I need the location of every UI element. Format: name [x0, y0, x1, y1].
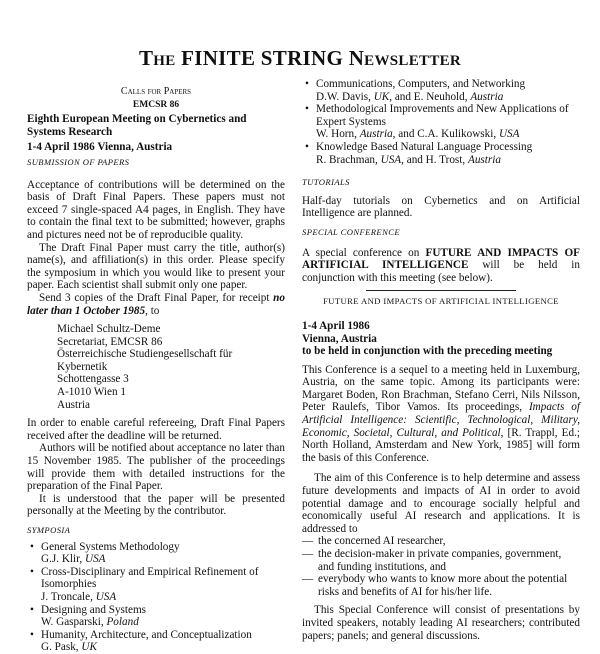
submission-para-5: Authors will be notified about acceptance no later than 15 November 1985. The publisher of the proceedings will provide them with detailed instructions for the preparation of the Final Paper.: [27, 442, 285, 493]
list-item: — everybody who wants to know more about the potential risks and benefits of AI for his/her life.: [302, 573, 580, 598]
list-item: • Methodological Improvements and New Applications of Expert Systems W. Horn, Austria, and C.A. Kulikowski, USA: [302, 103, 580, 141]
special-conference-heading: SPECIAL CONFERENCE: [302, 226, 400, 237]
submission-para-2: The Draft Final Paper must carry the title, author(s) name(s), and affiliation(s) in this order. Please specify the symposium in which you would like to present your paper. Each scientist shall submit only one paper.: [27, 241, 285, 292]
future-impacts-heading: FUTURE AND IMPACTS OF ARTIFICIAL INTELLIGENCE: [323, 296, 559, 307]
right-column: [302, 78, 580, 642]
list-item: — the decision-maker in private companies, government, and funding institutions, and: [302, 548, 580, 573]
symposia-heading: SYMPOSIA: [27, 525, 71, 535]
list-item: • Knowledge Based Natural Language Processing R. Brachman, USA, and H. Trost, Austria: [302, 141, 580, 166]
submission-para-6: It is understood that the paper will be presented personally at the Meeting by the contributor.: [27, 492, 285, 518]
audience-list: [302, 535, 580, 598]
list-item: • Cross-Disciplinary and Empirical Refinement of Isomorphies J. Troncale, USA: [27, 566, 285, 604]
calls-for-papers-heading: Calls for Papers: [120, 86, 192, 97]
submission-para-3: Send 3 copies of the Draft Final Paper, for receipt no later than 1 October 1985, to: [27, 291, 285, 317]
special-conference-text: A special conference on FUTURE AND IMPACTS OF ARTIFICIAL INTELLIGENCE will be held in conjunction with this meeting (see below).: [302, 246, 580, 284]
section-divider: [366, 290, 516, 291]
event-dates: 1-4 April 1986 Vienna, Austria: [27, 141, 173, 154]
topics-list: [302, 78, 580, 166]
event-title: Eighth European Meeting on Cybernetics and Systems Research: [27, 113, 247, 138]
masthead-title: The FINITE STRING Newsletter: [138, 46, 462, 70]
future-dates: 1-4 April 1986: [302, 319, 370, 332]
conference-format: This Special Conference will consist of presentations by invited speakers, notably leading AI researchers; contributed papers; panels; and general discussions.: [302, 604, 580, 642]
list-item: • General Systems Methodology G.J. Klir, USA: [27, 541, 285, 566]
list-item: • Communications, Computers, and Networking D.W. Davis, UK, and E. Neuhold, Austria: [302, 78, 580, 103]
list-item: • Humanity, Architecture, and Conceptualization G. Pask, UK: [27, 629, 285, 654]
conference-description: This Conference is a sequel to a meeting held in Luxemburg, Austria, on the same topic. Among its participants were: Margaret Boden, Ron Brachman, Stefano Cerri, Nils Nilsson, Peter Raulefs, Tibor Vamos. Its proceedings, Impacts of Artificial Intelligence: Scientific, Technological, Military, Economic, Societal, Cultural, and Political, [R. Trappl, Ed.; North Holland, Amsterdam and New York, 1985] will form the basis of this Conference.: [302, 363, 580, 464]
event-code: EMCSR 86: [132, 99, 180, 110]
list-item: — the concerned AI researcher,: [302, 535, 580, 548]
tutorials-text: Half-day tutorials on Cybernetics and on Artificial Intelligence are planned.: [302, 194, 580, 220]
list-item: • Designing and Systems W. Gasparski, Poland: [27, 604, 285, 629]
future-note: to be held in conjunction with the preceding meeting: [302, 345, 553, 358]
left-column: [27, 78, 285, 654]
submission-para-4: In order to enable careful refereeing, Draft Final Papers received after the deadline will be returned.: [27, 417, 285, 442]
submission-para-1: Acceptance of contributions will be determined on the basis of Draft Final Papers. These papers must not exceed 7 single-spaced A4 pages, in English. They have to contain the final text to be submitted; however, graphs and pictures need not be of reproducible quality.: [27, 178, 285, 241]
symposia-list: [27, 541, 285, 654]
submission-heading: SUBMISSION OF PAPERS: [27, 156, 130, 167]
tutorials-heading: TUTORIALS: [302, 177, 350, 188]
mailing-address: Michael Schultz-Deme Secretariat, EMCSR 86 Österreichische Studiengesellschaft für Kybernetik Schottengasse 3 A-1010 Wien 1 Austria: [57, 323, 233, 411]
future-place: Vienna, Austria: [302, 332, 377, 345]
conference-aim: The aim of this Conference is to help determine and assess future developments and impacts of AI in order to avoid potential damage and to encourage socially helpful and economically useful AI research and applications. It is addressed to: [302, 472, 580, 535]
